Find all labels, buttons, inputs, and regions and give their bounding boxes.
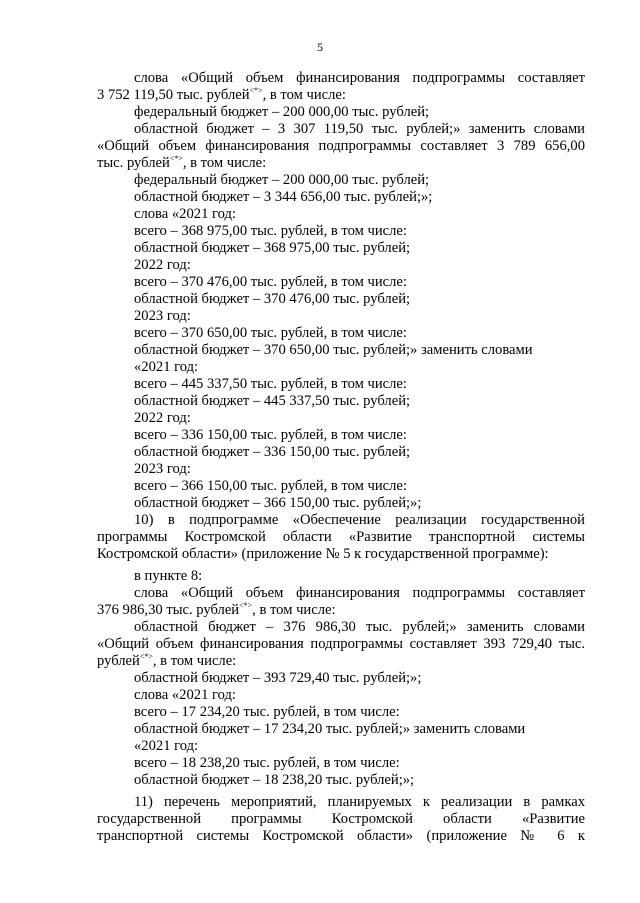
text-line: 2023 год: bbox=[134, 461, 191, 477]
text-line: всего – 445 337,50 тыс. рублей, в том числе: bbox=[134, 376, 407, 392]
text-line: 11) перечень мероприятий, планируемых к реализации в рамках bbox=[134, 794, 585, 810]
text-line: всего – 336 150,00 тыс. рублей, в том числе: bbox=[134, 427, 407, 443]
text-line: «2021 год: bbox=[134, 359, 199, 375]
text-line: 376 986,30 тыс. рублей<*>, в том числе: bbox=[97, 601, 336, 618]
text-line: Костромской области» (приложение № 5 к государственной программе): bbox=[97, 546, 549, 562]
text-line: 2022 год: bbox=[134, 410, 191, 426]
text-line: в пункте 8: bbox=[134, 568, 203, 584]
text-line: программы Костромской области «Развитие транспортной системы bbox=[97, 529, 585, 545]
text-line: всего – 17 234,20 тыс. рублей, в том числе: bbox=[134, 704, 400, 720]
text-line: слова «2021 год: bbox=[134, 687, 236, 703]
text-line: областной бюджет – 3 307 119,50 тыс. рублей;» заменить словами bbox=[134, 121, 585, 137]
text-line: областной бюджет – 376 986,30 тыс. рублей;» заменить словами bbox=[134, 619, 585, 635]
text-line: областной бюджет – 3 344 656,00 тыс. рублей;»; bbox=[134, 189, 433, 205]
text-line: «Общий объем финансирования подпрограммы составляет 393 729,40 тыс. bbox=[97, 636, 585, 652]
footnote-mark: <*> bbox=[139, 652, 153, 661]
text-line: всего – 370 476,00 тыс. рублей, в том числе: bbox=[134, 274, 407, 290]
text-line: областной бюджет – 370 650,00 тыс. рублей;» заменить словами bbox=[134, 342, 533, 358]
text-line: федеральный бюджет – 200 000,00 тыс. рублей; bbox=[134, 104, 430, 120]
text-line: тыс. рублей<*>, в том числе: bbox=[97, 154, 267, 171]
text-line: слова «Общий объем финансирования подпрограммы составляет bbox=[134, 70, 585, 86]
text-line: федеральный бюджет – 200 000,00 тыс. рублей; bbox=[134, 172, 430, 188]
text-line: «2021 год: bbox=[134, 738, 199, 754]
text-line: всего – 366 150,00 тыс. рублей, в том числе: bbox=[134, 478, 407, 494]
footnote-mark: <*> bbox=[169, 154, 183, 163]
footnote-mark: <*> bbox=[249, 86, 263, 95]
text-line: 2023 год: bbox=[134, 308, 191, 324]
text-line: слова «2021 год: bbox=[134, 206, 236, 222]
text-line: областной бюджет – 366 150,00 тыс. рублей;»; bbox=[134, 495, 422, 511]
text-line: областной бюджет – 370 476,00 тыс. рублей; bbox=[134, 291, 411, 307]
text-line: транспортной системы Костромской области» (приложение № 6 к bbox=[97, 828, 585, 844]
text-line: областной бюджет – 445 337,50 тыс. рублей; bbox=[134, 393, 411, 409]
text-line: «Общий объем финансирования подпрограммы составляет 3 789 656,00 bbox=[97, 138, 585, 154]
text-line: слова «Общий объем финансирования подпрограммы составляет bbox=[134, 585, 585, 601]
text-line: 2022 год: bbox=[134, 257, 191, 273]
footnote-mark: <*> bbox=[239, 601, 253, 610]
page-number: 5 bbox=[317, 40, 323, 54]
text-line: областной бюджет – 18 238,20 тыс. рублей;»; bbox=[134, 772, 415, 788]
text-line: рублей<*>, в том числе: bbox=[97, 652, 237, 669]
text-line: государственной программы Костромской области «Развитие bbox=[97, 811, 585, 827]
text-line: всего – 370 650,00 тыс. рублей, в том числе: bbox=[134, 325, 407, 341]
text-line: 3 752 119,50 тыс. рублей<*>, в том числе: bbox=[97, 86, 346, 103]
text-line: областной бюджет – 17 234,20 тыс. рублей;» заменить словами bbox=[134, 721, 526, 737]
text-line: областной бюджет – 336 150,00 тыс. рублей; bbox=[134, 444, 411, 460]
text-line: всего – 368 975,00 тыс. рублей, в том числе: bbox=[134, 223, 407, 239]
text-line: всего – 18 238,20 тыс. рублей, в том числе: bbox=[134, 755, 400, 771]
text-line: областной бюджет – 368 975,00 тыс. рублей; bbox=[134, 240, 411, 256]
text-line: 10) в подпрограмме «Обеспечение реализации государственной bbox=[134, 512, 585, 528]
text-line: областной бюджет – 393 729,40 тыс. рублей;»; bbox=[134, 670, 422, 686]
